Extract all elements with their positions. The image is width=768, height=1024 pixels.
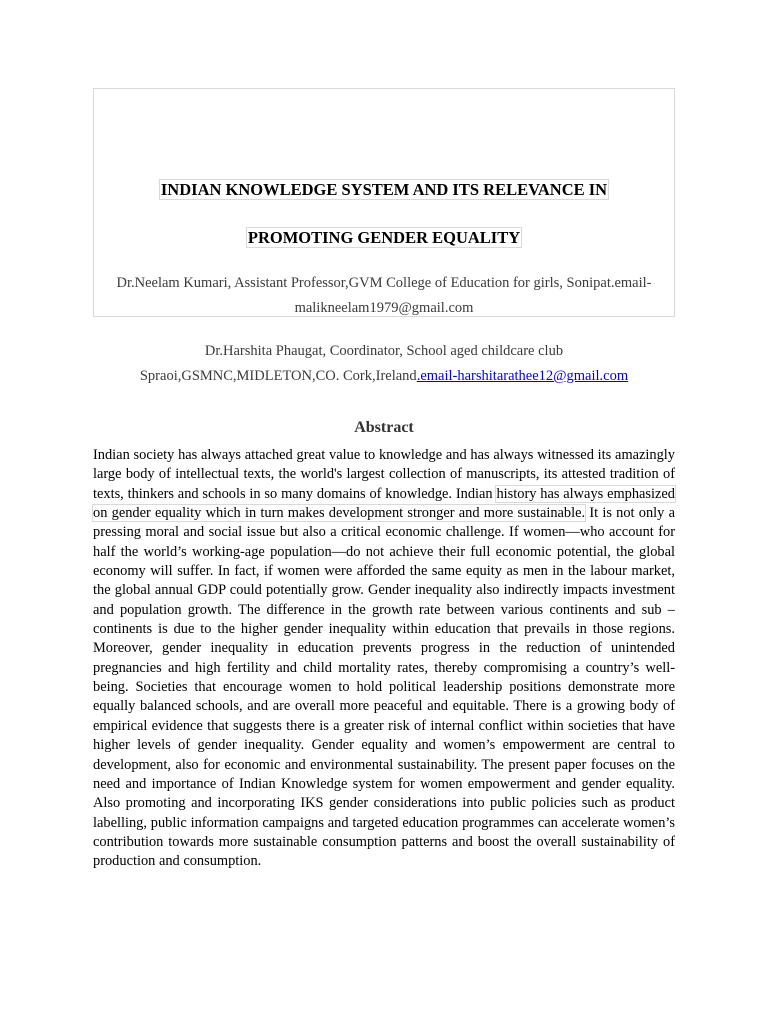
author-2-email-link[interactable]: .email-harshitarathee12@gmail.com bbox=[416, 368, 629, 384]
abstract-heading: Abstract bbox=[354, 419, 414, 436]
abstract-text-part-3: It is not only a pressing moral and social issue but also a critical economic challenge. If women—who account for half the world’s working-age population—do not achieve their full economic potential, the global economy will suffer. In fact, if women were afforded the same equity as men in the labour market, the global annual GDP could potentially grow. Gender inequality also indirectly impacts investment and population growth. The difference in the growth rate between various continents and sub –continents is due to the higher gender inequality within education that prevails in those regions. Moreover, gender inequality in education prevents progress in the reduction of unintended pregnancies and high fertility and child mortality rates, thereby compromising a country’s well-being. Societies that encourage women to hold political leadership positions demonstrate more equally balanced schools, and are overall more peaceful and equitable. There is a growing body of empirical evidence that suggests there is a greater risk of internal conflict within societies that have higher levels of gender inequality. Gender equality and women’s empowerment are central to development, also for economic and environmental sustainability. The present paper focuses on the need and importance of Indian Knowledge system for women empowerment and gender equality. Also promoting and incorporating IKS gender considerations into public policies such as product labelling, public information campaigns and targeted education programmes can accelerate women’s contribution towards more sustainable consumption patterns and boost the overall sustainability of production and consumption. bbox=[93, 505, 675, 870]
author-2-block bbox=[93, 339, 675, 389]
abstract-text-part-1: Indian society has always attached great value to knowledge and has always witnessed its amazingly large body of intellectual texts, the world's largest collection of manuscripts, its attested tradition of texts, thinkers and schools in so many domains of knowledge. Indian bbox=[93, 447, 675, 502]
abstract-body bbox=[93, 446, 675, 872]
paper-title-line-2 bbox=[0, 228, 768, 248]
author-2-address bbox=[93, 364, 675, 389]
paper-title-text-2: PROMOTING GENDER EQUALITY bbox=[247, 228, 521, 247]
author-2-location: Spraoi,GSMNC,MIDLETON,CO. Cork,Ireland bbox=[139, 368, 417, 384]
abstract-text-highlighted: history has always emphasized on gender equality which in turn makes development stronger and more sustainable. bbox=[93, 485, 675, 522]
author-1-email: malikneelam1979@gmail.com bbox=[294, 300, 474, 316]
author-1-block bbox=[93, 271, 675, 321]
paper-title-line-1 bbox=[0, 180, 768, 200]
author-2-affiliation: Dr.Harshita Phaugat, Coordinator, School aged childcare club bbox=[204, 343, 564, 359]
author-1-affiliation: Dr.Neelam Kumari, Assistant Professor,GVM College of Education for girls, Sonipat.email- bbox=[116, 275, 652, 291]
paper-title-text-1: INDIAN KNOWLEDGE SYSTEM AND ITS RELEVANCE IN bbox=[160, 180, 608, 199]
